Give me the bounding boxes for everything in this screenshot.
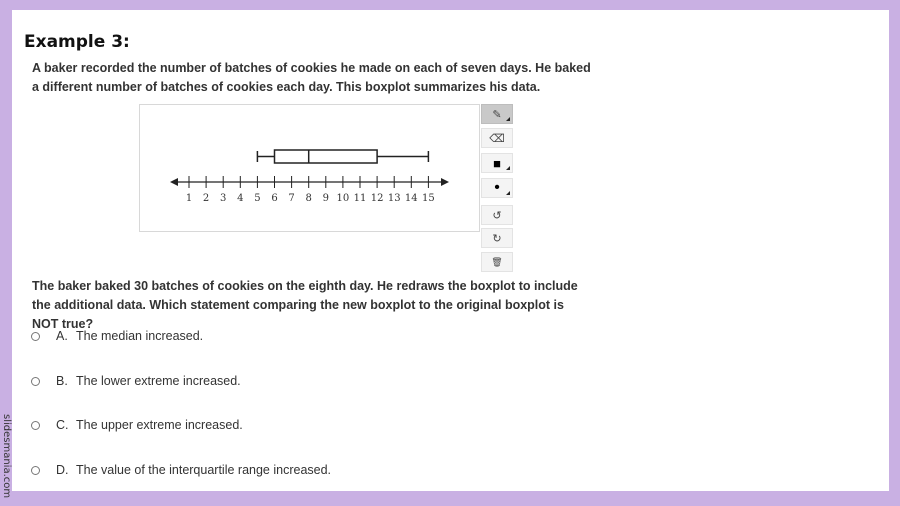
dropdown-corner-icon bbox=[506, 117, 510, 121]
tick-label: 5 bbox=[254, 193, 261, 204]
answer-option-b[interactable] bbox=[31, 374, 241, 388]
right-arrow bbox=[441, 178, 449, 186]
tick-label: 13 bbox=[387, 193, 401, 204]
color-square-icon: ■ bbox=[493, 155, 501, 171]
dropdown-corner-icon bbox=[506, 191, 510, 195]
tick-label: 8 bbox=[305, 193, 312, 204]
tick-label: 3 bbox=[220, 193, 227, 204]
brush-size-icon: • bbox=[494, 179, 500, 196]
tick-label: 7 bbox=[288, 193, 295, 204]
question-text: The baker baked 30 batches of cookies on the eighth day. He redraws the boxplot to include the additional data. Which statement comparing the new boxplot to the original boxplot is NOT true? bbox=[32, 279, 578, 331]
trash-icon: 🗑 bbox=[491, 256, 503, 267]
option-text: The value of the interquartile range increased. bbox=[76, 463, 332, 477]
tool-button-pencil[interactable] bbox=[481, 104, 513, 124]
tool-button-eraser[interactable] bbox=[481, 128, 513, 148]
option-letter: D. bbox=[56, 463, 69, 477]
interquartile-box bbox=[275, 150, 378, 163]
option-text: The median increased. bbox=[76, 329, 204, 343]
intro-text: A baker recorded the number of batches of cookies he made on each of seven days. He baked a different number of batches of cookies each day. This boxplot summarizes his data. bbox=[32, 61, 591, 94]
slide-board bbox=[12, 10, 889, 491]
answer-option-d[interactable] bbox=[31, 463, 331, 477]
tool-button-brush-size[interactable] bbox=[481, 178, 513, 198]
tick-label: 12 bbox=[370, 193, 384, 204]
radio-button[interactable] bbox=[31, 377, 40, 386]
boxplot-canvas[interactable] bbox=[139, 104, 480, 232]
tick-label: 9 bbox=[322, 193, 329, 204]
redo-icon: ↻ bbox=[492, 232, 502, 245]
option-letter: B. bbox=[56, 374, 68, 388]
pencil-icon: ✎ bbox=[492, 108, 502, 121]
radio-button[interactable] bbox=[31, 421, 40, 430]
radio-button[interactable] bbox=[31, 466, 40, 475]
left-arrow bbox=[170, 178, 178, 186]
tool-button-redo[interactable] bbox=[481, 228, 513, 248]
tick-label: 2 bbox=[202, 193, 210, 204]
option-text: The lower extreme increased. bbox=[76, 374, 241, 388]
option-letter: A. bbox=[56, 329, 68, 343]
watermark: slidesmania.com bbox=[1, 414, 12, 499]
tool-button-color-square[interactable] bbox=[481, 153, 513, 173]
tick-label: 4 bbox=[237, 193, 244, 204]
boxplot-svg bbox=[140, 105, 479, 231]
drawing-toolbar bbox=[481, 104, 513, 276]
eraser-icon: ⌫ bbox=[489, 132, 505, 145]
slide-title: Example 3: bbox=[24, 32, 130, 52]
tick-label: 15 bbox=[422, 193, 435, 204]
tick-label: 1 bbox=[185, 193, 193, 204]
answer-option-c[interactable] bbox=[31, 418, 243, 432]
tool-button-undo[interactable] bbox=[481, 205, 513, 225]
tool-button-trash[interactable] bbox=[481, 252, 513, 272]
tick-label: 14 bbox=[404, 193, 418, 204]
option-letter: C. bbox=[56, 418, 69, 432]
radio-button[interactable] bbox=[31, 332, 40, 341]
answer-option-a[interactable] bbox=[31, 329, 203, 343]
tick-label: 6 bbox=[271, 193, 278, 204]
tick-label: 11 bbox=[353, 193, 367, 204]
tick-label: 10 bbox=[336, 193, 350, 204]
undo-icon: ↺ bbox=[492, 209, 502, 222]
option-text: The upper extreme increased. bbox=[76, 418, 243, 432]
dropdown-corner-icon bbox=[506, 166, 510, 170]
